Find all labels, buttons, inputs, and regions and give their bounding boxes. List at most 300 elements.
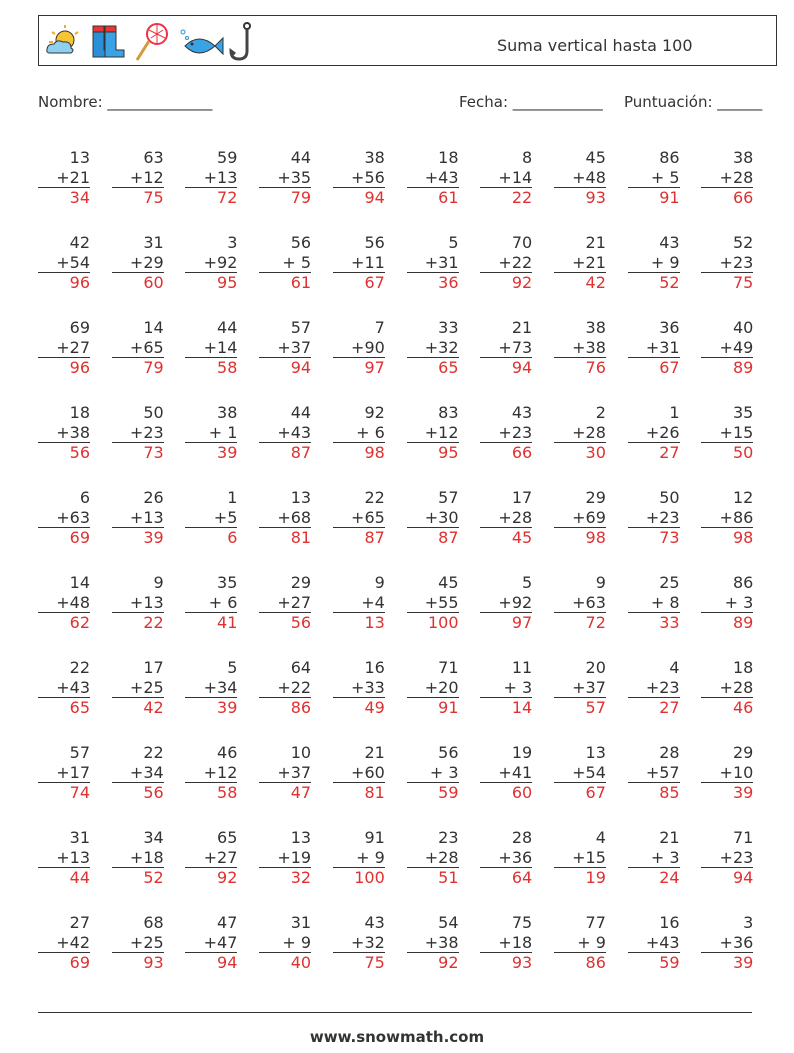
answer: 94 (259, 357, 311, 378)
answer: 40 (259, 952, 311, 973)
addend-bottom: +49 (719, 337, 754, 357)
addend-top: 12 (732, 488, 754, 507)
addition-problem (333, 233, 385, 293)
addend-top: 9 (153, 573, 164, 592)
addend-bottom: +27 (56, 337, 90, 357)
addition-problem (259, 148, 311, 208)
answer: 42 (112, 697, 164, 718)
addend-bottom: +92 (498, 592, 533, 612)
sun-cloud-icon (47, 25, 78, 53)
addend-top: 5 (227, 658, 238, 677)
addend-top: 17 (143, 658, 164, 677)
addend-bottom: +28 (498, 507, 533, 527)
addend-top: 9 (595, 573, 606, 592)
answer: 65 (407, 357, 459, 378)
addend-bottom: +28 (719, 677, 754, 697)
addend-bottom: +21 (572, 252, 606, 272)
answer: 87 (407, 527, 459, 548)
addend-bottom: +14 (203, 337, 238, 357)
addend-top: 29 (585, 488, 606, 507)
addend-top: 56 (290, 233, 312, 252)
addition-problem (628, 573, 680, 633)
addition-problem (38, 148, 90, 208)
answer: 81 (259, 527, 311, 548)
addend-top: 29 (290, 573, 312, 592)
addend-top: 22 (143, 743, 164, 762)
answer: 92 (480, 272, 532, 293)
answer: 59 (628, 952, 680, 973)
addition-problem (628, 318, 680, 378)
answer: 96 (38, 357, 90, 378)
answer: 36 (407, 272, 459, 293)
answer: 60 (112, 272, 164, 293)
addend-top: 43 (659, 233, 680, 252)
addition-problem (259, 743, 311, 803)
addition-problem (333, 573, 385, 633)
addend-top: 13 (290, 828, 312, 847)
answer: 57 (554, 697, 606, 718)
answer: 6 (185, 527, 237, 548)
answer: 91 (407, 697, 459, 718)
answer: 39 (701, 952, 753, 973)
addend-top: 31 (143, 233, 164, 252)
addend-top: 23 (438, 828, 459, 847)
addend-bottom: +20 (424, 677, 459, 697)
answer: 69 (38, 952, 90, 973)
addition-problem (628, 913, 680, 973)
addend-top: 3 (227, 233, 238, 252)
addition-problem (333, 828, 385, 888)
addend-bottom: + 6 (356, 422, 385, 442)
addend-top: 83 (438, 403, 459, 422)
addend-bottom: +26 (645, 422, 680, 442)
fishing-hook-icon (231, 23, 250, 59)
answer: 52 (628, 272, 680, 293)
addend-bottom: +28 (424, 847, 459, 867)
answer: 56 (38, 442, 90, 463)
addition-problem (38, 913, 90, 973)
answer: 92 (407, 952, 459, 973)
answer: 86 (554, 952, 606, 973)
addend-bottom: +28 (719, 167, 754, 187)
addend-bottom: + 9 (356, 847, 385, 867)
answer: 59 (407, 782, 459, 803)
addend-bottom: +13 (129, 592, 164, 612)
addition-problem (185, 828, 237, 888)
addend-bottom: +18 (498, 932, 533, 952)
addition-problem (554, 403, 606, 463)
answer: 81 (333, 782, 385, 803)
addend-top: 75 (511, 913, 533, 932)
addition-problem (185, 488, 237, 548)
addend-bottom: +32 (351, 932, 385, 952)
addend-top: 21 (511, 318, 533, 337)
answer: 94 (701, 867, 753, 888)
addition-problem (701, 573, 753, 633)
addend-top: 59 (217, 148, 238, 167)
addend-bottom: +54 (56, 252, 90, 272)
addend-top: 35 (732, 403, 754, 422)
answer: 39 (701, 782, 753, 803)
addend-bottom: + 3 (650, 847, 680, 867)
addition-problem (259, 913, 311, 973)
addend-bottom: +29 (129, 252, 164, 272)
addend-top: 6 (79, 488, 90, 507)
addend-top: 17 (511, 488, 533, 507)
addition-problem (38, 233, 90, 293)
addend-bottom: +23 (645, 677, 680, 697)
answer: 47 (259, 782, 311, 803)
answer: 94 (185, 952, 237, 973)
addition-problem (407, 148, 459, 208)
answer: 44 (38, 867, 90, 888)
answer: 34 (38, 187, 90, 208)
addition-problem (701, 233, 753, 293)
addend-bottom: + 3 (429, 762, 459, 782)
addend-top: 1 (669, 403, 680, 422)
addition-problem (38, 828, 90, 888)
answer: 61 (259, 272, 311, 293)
answer: 39 (185, 442, 237, 463)
addition-problem (185, 658, 237, 718)
addition-problem (112, 573, 164, 633)
addition-problem (554, 828, 606, 888)
addition-problem (333, 743, 385, 803)
addend-top: 11 (511, 658, 533, 677)
header-icons (43, 20, 263, 62)
addition-problem (554, 743, 606, 803)
addition-problem (185, 573, 237, 633)
addition-problem (259, 403, 311, 463)
fish-icon (181, 30, 223, 54)
answer: 100 (333, 867, 385, 888)
answer: 94 (333, 187, 385, 208)
addend-bottom: +92 (203, 252, 238, 272)
fishing-net-icon (137, 24, 167, 60)
addend-bottom: +31 (424, 252, 459, 272)
addend-top: 26 (143, 488, 164, 507)
addend-top: 69 (69, 318, 90, 337)
addend-top: 1 (227, 488, 238, 507)
addend-top: 34 (143, 828, 164, 847)
addition-problem (407, 913, 459, 973)
addition-problem (333, 403, 385, 463)
addition-problem (554, 318, 606, 378)
answer: 95 (407, 442, 459, 463)
addend-top: 18 (732, 658, 754, 677)
answer: 61 (407, 187, 459, 208)
addition-problem (185, 743, 237, 803)
addend-bottom: + 1 (208, 422, 238, 442)
addend-bottom: +65 (129, 337, 164, 357)
addition-problem (628, 233, 680, 293)
answer: 39 (112, 527, 164, 548)
addend-bottom: +27 (277, 592, 312, 612)
addend-top: 43 (364, 913, 385, 932)
addend-top: 36 (659, 318, 680, 337)
addition-problem (701, 403, 753, 463)
addition-problem (259, 233, 311, 293)
answer: 67 (554, 782, 606, 803)
addition-problem (38, 488, 90, 548)
addend-bottom: +48 (56, 592, 90, 612)
addend-top: 16 (364, 658, 385, 677)
addend-top: 18 (69, 403, 90, 422)
answer: 87 (259, 442, 311, 463)
answer: 73 (112, 442, 164, 463)
addend-bottom: +23 (498, 422, 533, 442)
addend-top: 16 (659, 913, 680, 932)
addition-problem (554, 233, 606, 293)
addend-bottom: +47 (203, 932, 238, 952)
boots-icon (93, 26, 124, 57)
answer: 19 (554, 867, 606, 888)
answer: 79 (112, 357, 164, 378)
answer: 52 (112, 867, 164, 888)
addend-bottom: +34 (203, 677, 238, 697)
addend-top: 5 (448, 233, 459, 252)
addend-bottom: +23 (129, 422, 164, 442)
answer: 58 (185, 782, 237, 803)
addition-problem (112, 318, 164, 378)
addend-bottom: + 3 (724, 592, 754, 612)
addition-problem (480, 233, 532, 293)
addend-bottom: +23 (719, 847, 754, 867)
addend-top: 54 (438, 913, 459, 932)
addend-bottom: +55 (424, 592, 459, 612)
addend-top: 56 (364, 233, 385, 252)
addend-bottom: + 9 (650, 252, 680, 272)
addend-top: 77 (585, 913, 606, 932)
addition-problem (628, 148, 680, 208)
addition-problem (407, 828, 459, 888)
answer: 87 (333, 527, 385, 548)
addend-top: 21 (659, 828, 680, 847)
answer: 39 (185, 697, 237, 718)
addition-problem (112, 658, 164, 718)
addend-bottom: +37 (277, 762, 312, 782)
addend-top: 13 (585, 743, 606, 762)
answer: 75 (333, 952, 385, 973)
addend-bottom: +21 (56, 167, 90, 187)
addition-problem (333, 148, 385, 208)
answer: 95 (185, 272, 237, 293)
addition-problem (480, 743, 532, 803)
addition-problem (701, 743, 753, 803)
name-field[interactable]: Nombre: ______________ (38, 93, 213, 111)
answer: 42 (554, 272, 606, 293)
addend-bottom: +37 (572, 677, 606, 697)
addition-problem (259, 488, 311, 548)
footer-rule (38, 1012, 752, 1013)
addend-top: 56 (438, 743, 459, 762)
addend-top: 14 (143, 318, 164, 337)
answer: 45 (480, 527, 532, 548)
addend-top: 91 (364, 828, 385, 847)
answer: 72 (185, 187, 237, 208)
addend-bottom: +13 (203, 167, 238, 187)
addend-bottom: +38 (56, 422, 90, 442)
addend-top: 4 (595, 828, 606, 847)
addend-bottom: +11 (351, 252, 385, 272)
addend-bottom: +57 (645, 762, 680, 782)
addition-problem (38, 318, 90, 378)
answer: 65 (38, 697, 90, 718)
addition-problem (407, 743, 459, 803)
addend-top: 14 (69, 573, 90, 592)
addition-problem (480, 828, 532, 888)
addend-bottom: +15 (572, 847, 606, 867)
footer-website: www.snowmath.com (309, 1028, 485, 1046)
addend-top: 21 (364, 743, 385, 762)
addition-problem (701, 658, 753, 718)
addend-top: 46 (217, 743, 238, 762)
addition-problem (628, 658, 680, 718)
answer: 79 (259, 187, 311, 208)
addend-bottom: +13 (129, 507, 164, 527)
addend-bottom: +30 (424, 507, 459, 527)
addition-problem (480, 148, 532, 208)
addend-bottom: +22 (277, 677, 312, 697)
answer: 30 (554, 442, 606, 463)
addition-problem (112, 828, 164, 888)
addend-bottom: + 3 (503, 677, 533, 697)
addend-bottom: +65 (351, 507, 385, 527)
addend-top: 38 (364, 148, 385, 167)
answer: 75 (112, 187, 164, 208)
addition-problem (554, 573, 606, 633)
addition-problem (407, 658, 459, 718)
answer: 13 (333, 612, 385, 633)
addition-problem (185, 913, 237, 973)
addend-bottom: +13 (56, 847, 90, 867)
answer: 93 (112, 952, 164, 973)
answer: 75 (701, 272, 753, 293)
addend-bottom: +38 (424, 932, 459, 952)
answer: 89 (701, 357, 753, 378)
addend-bottom: +43 (56, 677, 90, 697)
addend-bottom: +34 (129, 762, 164, 782)
addend-top: 9 (374, 573, 385, 592)
addition-problem (333, 913, 385, 973)
answer: 98 (333, 442, 385, 463)
addend-top: 44 (217, 318, 238, 337)
answer: 67 (333, 272, 385, 293)
addend-top: 8 (522, 148, 533, 167)
addend-bottom: +43 (277, 422, 312, 442)
addition-problem (185, 403, 237, 463)
addition-problem (185, 233, 237, 293)
answer: 85 (628, 782, 680, 803)
addend-bottom: +4 (361, 592, 385, 612)
addition-problem (38, 573, 90, 633)
addend-top: 28 (511, 828, 533, 847)
addend-top: 45 (585, 148, 606, 167)
answer: 92 (185, 867, 237, 888)
answer: 24 (628, 867, 680, 888)
addend-top: 10 (290, 743, 312, 762)
addend-bottom: +10 (719, 762, 754, 782)
addition-problem (185, 318, 237, 378)
answer: 51 (407, 867, 459, 888)
addition-problem (259, 658, 311, 718)
answer: 32 (259, 867, 311, 888)
addend-bottom: +12 (424, 422, 459, 442)
addend-top: 22 (69, 658, 90, 677)
addend-top: 2 (595, 403, 606, 422)
addition-problem (407, 318, 459, 378)
addend-top: 92 (364, 403, 385, 422)
answer: 76 (554, 357, 606, 378)
answer: 62 (38, 612, 90, 633)
addend-bottom: +56 (351, 167, 385, 187)
addition-problem (259, 828, 311, 888)
addend-bottom: +43 (424, 167, 459, 187)
addition-problem (333, 658, 385, 718)
answer: 93 (554, 187, 606, 208)
score-field[interactable]: Puntuación: ______ (624, 93, 763, 111)
addition-problem (480, 913, 532, 973)
answer: 96 (38, 272, 90, 293)
answer: 89 (701, 612, 753, 633)
addend-bottom: + 9 (282, 932, 312, 952)
addend-top: 57 (69, 743, 90, 762)
addition-problem (554, 658, 606, 718)
addend-bottom: +36 (719, 932, 754, 952)
addend-bottom: +48 (572, 167, 606, 187)
addend-bottom: +22 (498, 252, 533, 272)
addend-bottom: +31 (645, 337, 680, 357)
addition-problem (112, 148, 164, 208)
answer: 49 (333, 697, 385, 718)
addend-bottom: +68 (277, 507, 312, 527)
addend-bottom: +23 (645, 507, 680, 527)
answer: 86 (259, 697, 311, 718)
addend-top: 71 (438, 658, 459, 677)
addend-top: 5 (522, 573, 533, 592)
addend-bottom: + 6 (208, 592, 238, 612)
addend-top: 22 (364, 488, 385, 507)
addition-problem (185, 148, 237, 208)
addend-top: 18 (438, 148, 459, 167)
addition-problem (628, 828, 680, 888)
addend-top: 64 (290, 658, 312, 677)
answer: 74 (38, 782, 90, 803)
addend-bottom: +27 (203, 847, 238, 867)
addend-top: 20 (585, 658, 606, 677)
addend-top: 50 (143, 403, 164, 422)
addend-bottom: +32 (424, 337, 459, 357)
addend-top: 86 (732, 573, 754, 592)
addend-top: 44 (290, 403, 312, 422)
answer: 14 (480, 697, 532, 718)
addition-problem (480, 403, 532, 463)
addend-top: 70 (511, 233, 533, 252)
answer: 46 (701, 697, 753, 718)
addition-problem (480, 573, 532, 633)
addend-bottom: +28 (572, 422, 606, 442)
addend-bottom: +33 (351, 677, 385, 697)
answer: 60 (480, 782, 532, 803)
addend-top: 25 (659, 573, 680, 592)
addition-problem (112, 913, 164, 973)
addend-bottom: +38 (572, 337, 606, 357)
addend-top: 63 (143, 148, 164, 167)
date-field[interactable]: Fecha: ____________ (459, 93, 603, 111)
addend-top: 47 (217, 913, 238, 932)
answer: 67 (628, 357, 680, 378)
addend-top: 38 (217, 403, 238, 422)
